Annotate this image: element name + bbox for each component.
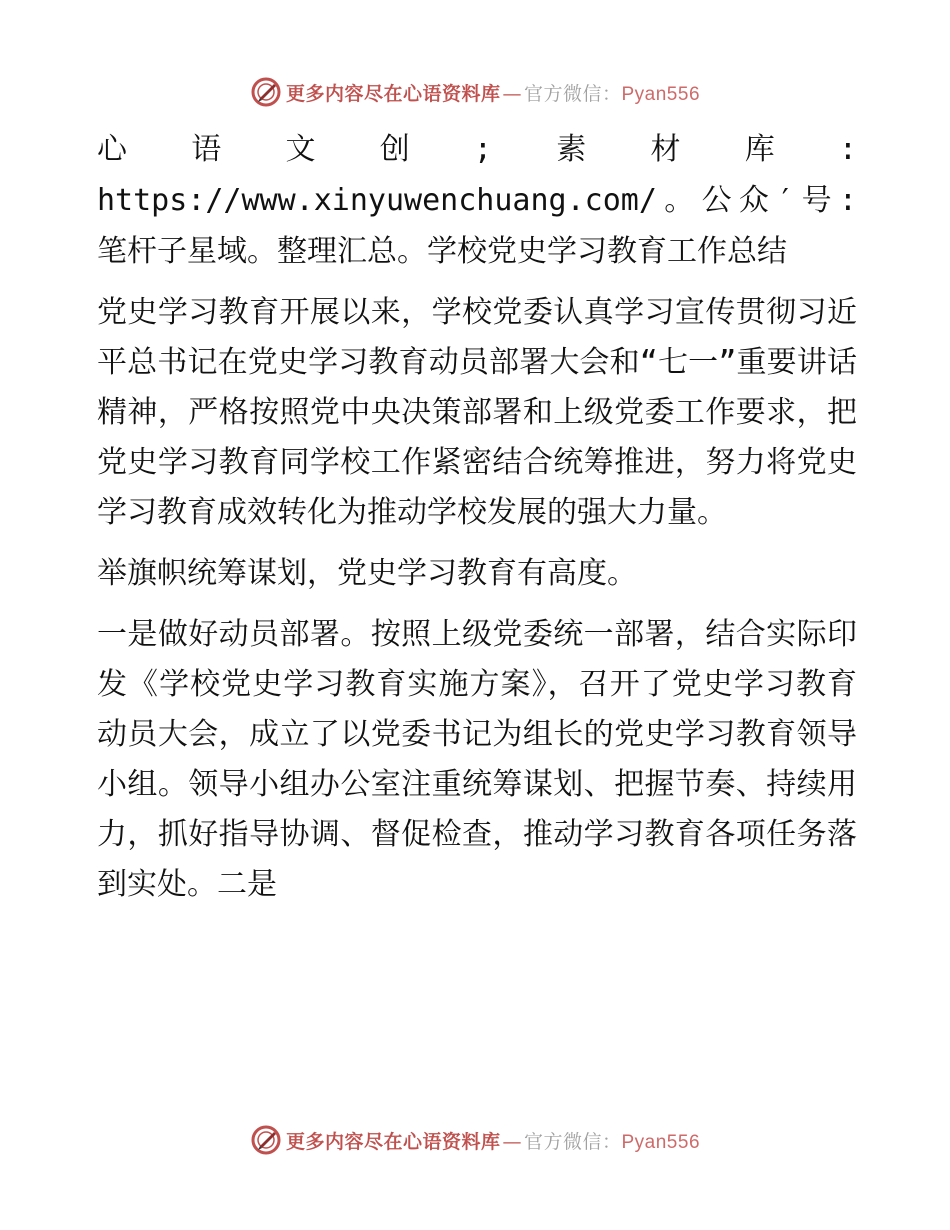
banner-text [286,79,700,106]
banner-site-text: 更多内容尽在心语资料库 [285,1130,501,1153]
paragraph-summary: 党史学习教育开展以来，学校党委认真学习宣传贯彻习近平总书记在党史学习教育动员部署大会和“七一”重要讲话精神，严格按照党中央决策部署和上级党委工作要求，把党史学习教育同学校工作紧密结合统筹推进，努力将党史学习教育成效转化为推动学校发展的强大力量。 [97,295,857,530]
paragraph-heading: 举旗帜统筹谋划，党史学习教育有高度。 [97,556,637,591]
pen-logo-icon [250,76,282,108]
paragraph-details: 一是做好动员部署。按照上级党委统一部署，结合实际印发《学校党史学习教育实施方案》，召开了党史学习教育动员大会，成立了以党委书记为组长的党史学习教育领导小组。领导小组办公室注重统筹谋划、把握节奏、持续用力，抓好指导协调、督促检查，推动学习教育各项任务落到实处。二是 [97,617,857,902]
banner-site-text: 更多内容尽在心语资料库 [285,82,501,105]
footer-banner [0,1120,950,1160]
banner-wechat-id: Pyan556 [621,83,701,105]
document-body [97,124,857,921]
paragraph-intro: 心语文创;素材库: https://www.xinyuwenchuang.com/。公众′号: 笔杆子星域。整理汇总。学校党史学习教育工作总结 [97,132,857,269]
banner-separator: — [502,82,522,105]
banner-wechat-id: Pyan556 [621,1131,701,1153]
banner-wechat-label: 官方微信： [523,82,622,105]
banner-wechat-label: 官方微信： [523,1130,622,1153]
banner-separator: — [502,1130,522,1153]
header-banner [0,72,950,112]
banner-text [286,1127,700,1154]
pen-logo-icon [250,1124,282,1156]
